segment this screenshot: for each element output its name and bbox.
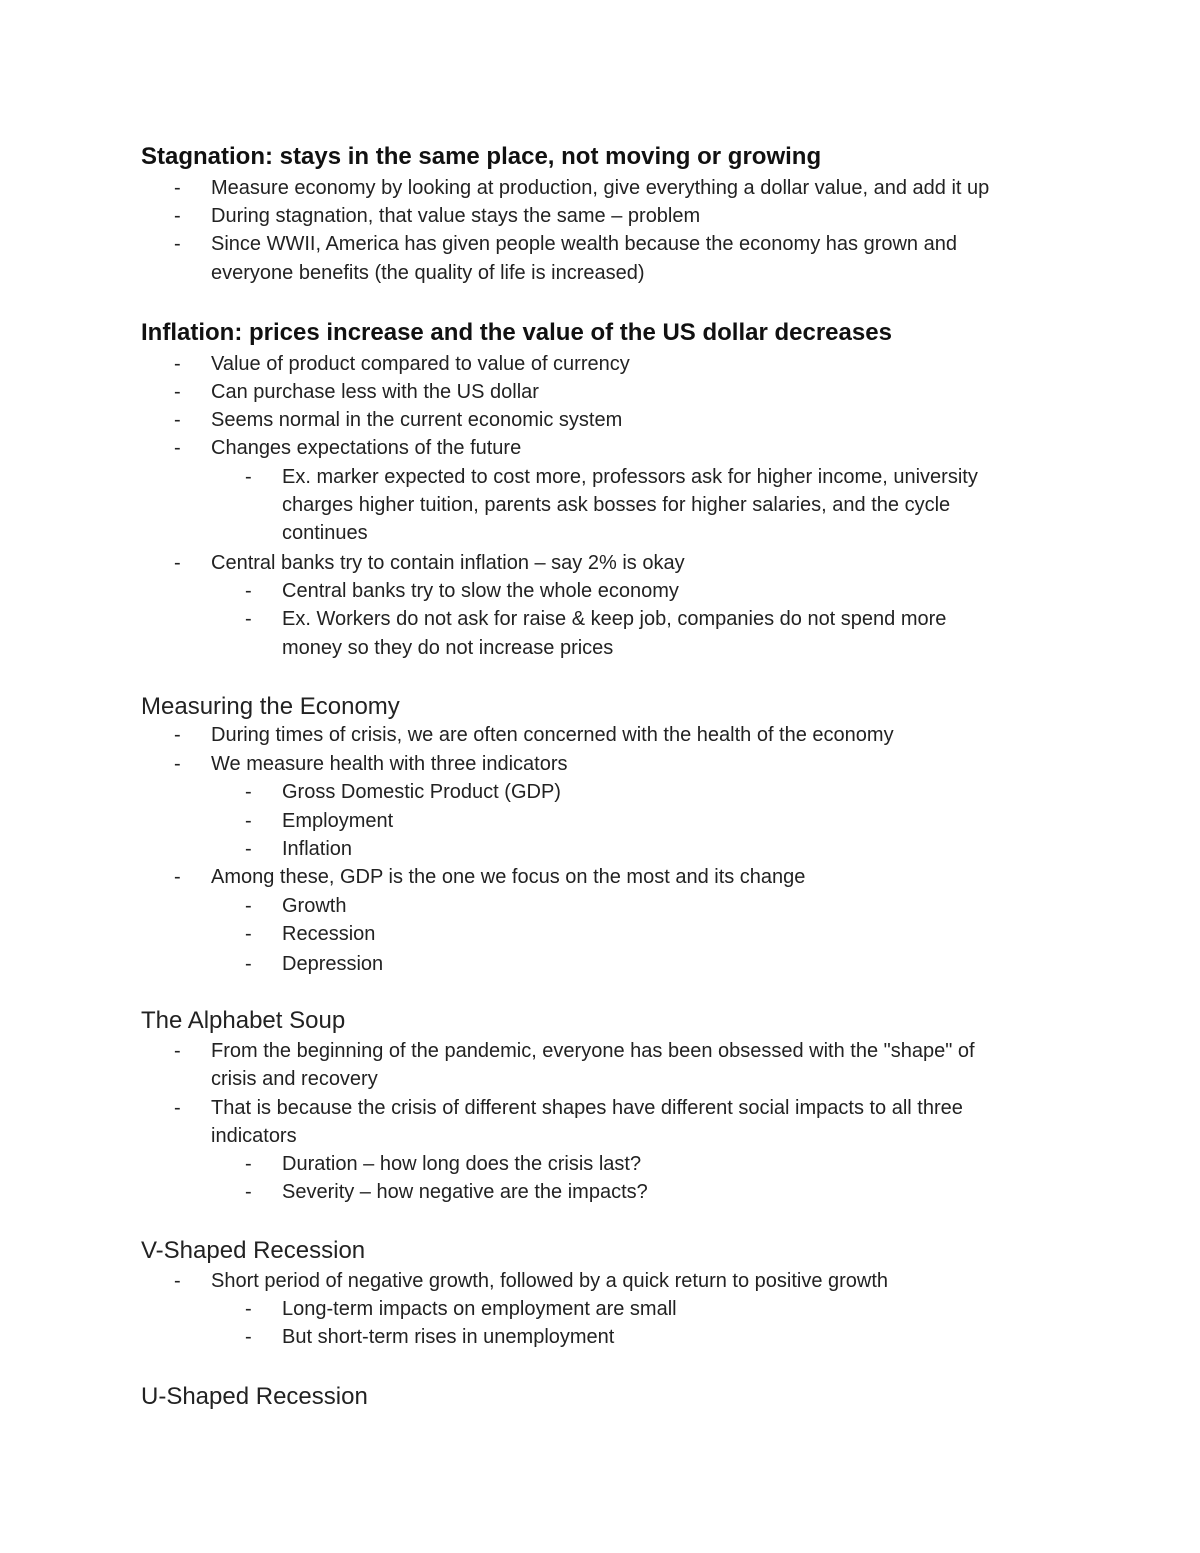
bullet-dash: -: [245, 1153, 252, 1175]
inflation-definition: prices increase and the value of the US dollar decreases: [242, 319, 892, 346]
bullet-dash: -: [174, 866, 181, 888]
bullet-dash: -: [245, 781, 252, 803]
list-item-continuation: indicators: [211, 1125, 297, 1147]
inflation-heading: [141, 318, 892, 348]
bullet-dash: -: [174, 1097, 181, 1119]
v-shaped-heading: V-Shaped Recession: [141, 1237, 366, 1264]
list-subitem-continuation: money so they do not increase prices: [282, 637, 614, 659]
bullet-dash: -: [174, 409, 181, 431]
list-subitem-continuation: continues: [282, 522, 368, 544]
bullet-dash: -: [245, 608, 252, 630]
stagnation-heading: [141, 142, 821, 172]
bullet-dash: -: [245, 953, 252, 975]
bullet-dash: -: [174, 724, 181, 746]
bullet-dash: -: [245, 1326, 252, 1348]
bullet-dash: -: [174, 381, 181, 403]
bullet-dash: -: [245, 923, 252, 945]
bullet-dash: -: [174, 205, 181, 227]
document-page: Stagnation: stays in the same place, not moving or growing - Measure economy by looking at production, give everything a dollar value, and add it up - During stagnation, that value stays the same – problem - Since WWII, America has given people wealth because the economy has grown and everyone benefits (the quality of life is increased) Inflation: prices increase and the value of the US dollar decreases - Value of product compared to value of currency - Can purchase less with the US dollar - Seems normal in the current economic system - Changes expectations of the future - Ex. marker expected to cost more, professors ask for higher income, university charges higher tuition, parents ask bosses for higher salaries, and the cycle continues - Central banks try to contain inflation – say 2% is okay - Central banks try to slow the whole economy - Ex. Workers do not ask for raise & keep job, companies do not spend more money so they do not increase prices Measuring the Economy - During times of crisis, we are often concerned with the health of the economy - We measure health with three indicators - Gross Domestic Product (GDP) - Employment - Inflation - Among these, GDP is the one we focus on the most and its change - Growth - Recession - Depression The Alphabet Soup - From the beginning of the pandemic, everyone has been obsessed with the "shape" of crisis and recovery - That is because the crisis of different shapes have different social impacts to all three indicators - Duration – how long does the crisis last? - Severity – how negative are the impacts? V-Shaped Recession - Short period of negative growth, followed by a quick return to positive growth - Long-term impacts on employment are small - But short-term rises in unemployment U-Shaped Recession: [141, 143, 990, 1410]
bullet-dash: -: [245, 895, 252, 917]
bullet-dash: -: [245, 466, 252, 488]
alphabet-soup-heading: The Alphabet Soup: [141, 1007, 346, 1034]
bullet-dash: -: [245, 580, 252, 602]
bullet-dash: -: [174, 437, 181, 459]
bullet-dash: -: [245, 810, 252, 832]
bullet-dash: -: [245, 1298, 252, 1320]
list-item-continuation: crisis and recovery: [211, 1068, 378, 1090]
stagnation-definition: stays in the same place, not moving or growing: [273, 143, 822, 170]
bullet-dash: -: [174, 1270, 181, 1292]
bullet-dash: -: [174, 353, 181, 375]
stagnation-term: Stagnation:: [141, 143, 273, 170]
list-subitem-continuation: charges higher tuition, parents ask bosses for higher salaries, and the cycle: [282, 494, 951, 516]
list-item-continuation: everyone benefits (the quality of life is increased): [211, 262, 645, 284]
measuring-heading: Measuring the Economy: [141, 693, 400, 720]
inflation-term: Inflation:: [141, 319, 243, 346]
bullet-dash: -: [174, 552, 181, 574]
bullet-dash: -: [245, 1181, 252, 1203]
bullet-dash: -: [174, 753, 181, 775]
u-shaped-heading: U-Shaped Recession: [141, 1383, 368, 1410]
bullet-dash: -: [174, 233, 181, 255]
bullet-dash: -: [245, 838, 252, 860]
bullet-dash: -: [174, 1040, 181, 1062]
bullet-dash: -: [174, 177, 181, 199]
